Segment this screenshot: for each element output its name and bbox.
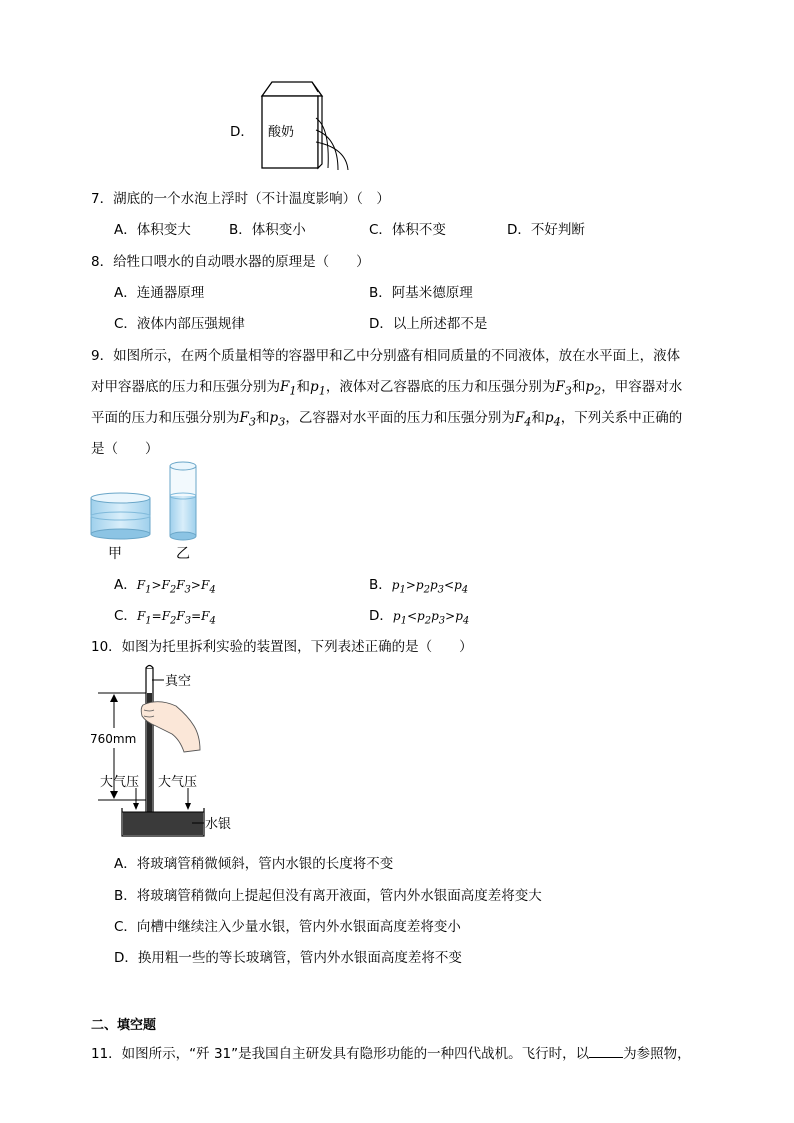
question-7-stem: 7．湖底的一个水泡上浮时（不计温度影响）（ ） [91, 191, 390, 207]
torricelli-figure [88, 660, 248, 842]
question-9-line-4: 是（ ） [91, 441, 159, 457]
q7-option-c[interactable]: C．体积不变 [369, 222, 446, 238]
q8-option-b[interactable]: B．阿基米德原理 [369, 285, 473, 301]
vacuum-label: 真空 [165, 674, 192, 689]
q10-option-d[interactable]: D．换用粗一些的等长玻璃管，管内外水银面高度差将不变 [114, 950, 462, 966]
q9-option-a[interactable]: A．$F_1>F_2F_3>F_4$ [114, 577, 216, 596]
question-8-stem: 8．给牲口喂水的自动喂水器的原理是（ ） [91, 254, 370, 270]
q7-option-d[interactable]: D．不好判断 [507, 222, 585, 238]
question-10-stem: 10．如图为托里拆利实验的装置图，下列表述正确的是（ ） [91, 639, 473, 655]
height-label: 760mm [90, 732, 137, 746]
question-9-line-1: 9．如图所示，在两个质量相等的容器甲和乙中分别盛有相同质量的不同液体，放在水平面上，液体 [91, 348, 681, 364]
question-9-line-2: 对甲容器底的压力和压强分别为$F_1$和$p_1$，液体对乙容器底的压力和压强分别为$F_3$和$p_2$，甲容器对水 [91, 379, 683, 398]
q10-option-c[interactable]: C．向槽中继续注入少量水银，管内外水银面高度差将变小 [114, 919, 461, 935]
q9-option-c[interactable]: C．$F_1=F_2F_3=F_4$ [114, 608, 216, 627]
q8-option-c[interactable]: C．液体内部压强规律 [114, 316, 245, 332]
q7-option-a[interactable]: A．体积变大 [114, 222, 191, 238]
question-9-line-3: 平面的压力和压强分别为$F_3$和$p_3$，乙容器对水平面的压力和压强分别为$F_4$和$p_4$，下列关系中正确的 [91, 410, 683, 429]
q9-option-d[interactable]: D．$p_1<p_2p_3>p_4$ [369, 608, 470, 627]
question-11-line-1: 11．如图所示，“歼 31”是我国自主研发具有隐形功能的一种四代战机。飞行时，以 为参照物， [91, 1046, 691, 1062]
atm-left-label: 大气压 [100, 775, 140, 790]
label-yi: 乙 [176, 546, 190, 562]
section-title: 二、填空题 [91, 1018, 157, 1033]
q9-option-b[interactable]: B．$p_1>p_2p_3<p_4$ [369, 577, 469, 596]
q8-option-a[interactable]: A．连通器原理 [114, 285, 205, 301]
atm-right-label: 大气压 [158, 775, 198, 790]
q7-option-b[interactable]: B．体积变小 [229, 222, 306, 238]
option-d-label: D． [230, 124, 254, 140]
answer-blank[interactable] [589, 1045, 623, 1058]
q10-option-a[interactable]: A．将玻璃管稍微倾斜，管内水银的长度将不变 [114, 856, 394, 872]
q8-option-d[interactable]: D．以上所述都不是 [369, 316, 488, 332]
yogurt-carton-figure [250, 78, 360, 174]
containers-figure [88, 458, 208, 566]
q10-option-b[interactable]: B．将玻璃管稍微向上提起但没有离开液面，管内外水银面高度差将变大 [114, 888, 542, 904]
label-jia: 甲 [108, 546, 122, 562]
mercury-label: 水银 [205, 817, 232, 832]
carton-label: 酸奶 [268, 125, 295, 140]
